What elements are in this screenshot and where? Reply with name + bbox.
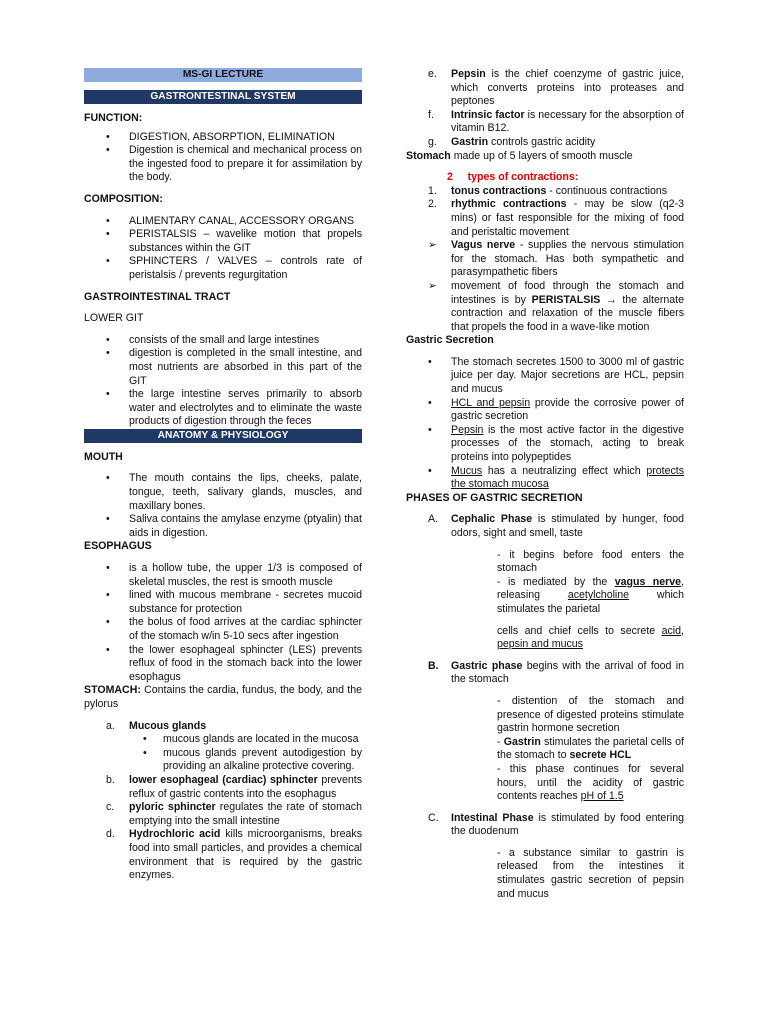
stomach-layers <box>406 150 684 164</box>
list-marker: B. <box>428 659 439 672</box>
list-item: • consists of the small and large intestines <box>84 334 362 348</box>
term-bold: Gastrin <box>503 735 541 748</box>
list-item: • the bolus of food arrives at the cardiac sphincter of the stomach w/in 5-10 secs after ingestion <box>84 616 362 643</box>
secretion-list <box>406 356 684 492</box>
term-text: begins with the arrival of food in the stomach <box>451 659 684 686</box>
term-text: regulates the rate of stomach emptying into the small intestine <box>129 801 362 827</box>
term-text: - continuous contractions <box>546 184 668 197</box>
term-text: is necessary for the absorption of vitamin B12. <box>451 108 684 135</box>
composition-heading: COMPOSITION: <box>84 192 163 205</box>
list-item: • mucous glands are located in the mucosa <box>129 733 362 747</box>
phase-intestinal-details <box>406 847 684 901</box>
list-item <box>406 465 684 492</box>
list-item <box>406 424 684 465</box>
term-text: - may be slow (q2-3 mins) or fast responsible for the mixing of food and peristaltic movement <box>451 198 684 238</box>
term-text: movement of food through the stomach and intestines is by <box>451 279 684 306</box>
list-marker: e. <box>428 68 437 80</box>
detail-line <box>497 736 684 763</box>
term-bold: Intrinsic factor <box>451 108 525 121</box>
list-item <box>406 109 684 136</box>
function-heading: FUNCTION: <box>84 112 143 124</box>
term-text: , releasing <box>497 575 684 602</box>
stomach-parts-list-continued <box>406 68 684 150</box>
list-item: • DIGESTION, ABSORPTION, ELIMINATION <box>84 131 362 145</box>
list-item <box>406 68 684 109</box>
list-item: • digestion is completed in the small intestine, and most nutrients are absorbed in this part of the GIT <box>84 347 362 388</box>
term-underlined: acetylcholine <box>567 589 630 602</box>
stomach-paragraph <box>84 684 362 711</box>
title-bar: MS-GI LECTURE <box>84 68 362 82</box>
list-marker: f. <box>428 108 434 121</box>
mucous-glands-title: Mucous glands <box>129 719 207 732</box>
phase-cephalic-details <box>406 549 684 652</box>
list-marker: C. <box>428 811 439 824</box>
left-column <box>84 68 362 883</box>
stomach-parts-list <box>84 720 362 883</box>
git-heading: GASTROINTESTINAL TRACT <box>84 290 231 303</box>
list-item: • mucous glands prevent autodigestion by providing an alkaline protective covering. <box>129 747 362 774</box>
list-item <box>84 774 362 801</box>
phase-cephalic <box>406 513 684 540</box>
list-marker: g. <box>428 135 437 148</box>
term-text: provide the corrosive power of gastric secretion <box>451 396 684 423</box>
term-underlined: pH of 1.5 <box>580 790 624 803</box>
term-text: which stimulates the parietal <box>497 589 684 615</box>
term-text: is stimulated by hunger, food odors, sight and smell, taste <box>451 513 684 539</box>
term-text: is the chief coenzyme of gastric juice, which converts proteins into proteases and peptones <box>451 68 684 108</box>
term-bold: rhythmic contractions <box>451 198 567 211</box>
term-text: - this phase continues for several hours, until the acidity of gastric contents reaches <box>497 762 684 803</box>
list-marker: b. <box>106 773 115 786</box>
mucous-glands-list <box>129 733 362 774</box>
detail-line <box>497 763 684 804</box>
detail-line: - distention of the stomach and presence of digested proteins stimulate gastrin hormone secretion <box>497 694 684 735</box>
term-text: - <box>497 735 504 748</box>
term-text: is the most active factor in the digestive processes of the stomach, acting to break proteins into polypeptides <box>451 423 684 464</box>
term-text: controls gastric acidity <box>488 135 596 148</box>
right-arrow-icon: → <box>600 293 623 306</box>
term-underlined: Mucus <box>451 464 483 477</box>
detail-line <box>497 625 684 652</box>
arrow-bullet-icon: ➢ <box>428 239 437 252</box>
list-item: • Digestion is chemical and mechanical process on the ingested food to prepare it for assimilation by the body. <box>84 144 362 185</box>
list-item: • SPHINCTERS / VALVES – controls rate of peristalsis / prevents regurgitation <box>84 255 362 282</box>
term-bold: tonus contractions <box>451 184 547 197</box>
term-bold: Gastric phase <box>451 659 523 672</box>
contractions-list <box>406 185 684 335</box>
phase-gastric <box>406 660 684 687</box>
list-marker: c. <box>106 801 115 814</box>
stomach-label: STOMACH: <box>84 684 141 697</box>
term-bold: Gastrin <box>451 135 489 148</box>
list-item <box>406 198 684 239</box>
term-bold: lower esophageal (cardiac) sphincter <box>129 773 318 786</box>
mouth-heading: MOUTH <box>84 450 123 463</box>
right-column <box>406 68 684 901</box>
subtitle-bar: GASTRONTESTINAL SYSTEM <box>84 90 362 104</box>
term-bold: Hydrochloric acid <box>129 828 221 841</box>
detail-line: - a substance similar to gastrin is released from the intestines it stimulates gastric secretion of pepsin and mucus <box>497 846 684 900</box>
list-item <box>84 828 362 882</box>
list-marker: a. <box>106 719 115 732</box>
term-bold: Pepsin <box>451 68 486 80</box>
detail-line: - it begins before food enters the stomach <box>497 548 684 575</box>
esophagus-heading: ESOPHAGUS <box>84 540 152 553</box>
list-item <box>84 801 362 828</box>
term-text: stimulates the parietal cells of the stomach to <box>497 735 684 762</box>
list-item <box>406 185 684 199</box>
git-list <box>84 334 362 429</box>
term-text: has a neutralizing effect which <box>482 464 647 477</box>
list-item <box>406 239 684 280</box>
list-item: • ALIMENTARY CANAL, ACCESSORY ORGANS <box>84 215 362 229</box>
term-text: cells and chief cells to secrete <box>497 624 662 637</box>
term-bold: Stomach <box>406 149 451 162</box>
term-underlined: acid, pepsin and mucus <box>497 624 684 651</box>
term-text: kills microorganisms, breaks food into small particles, and provides a chemical environment that is required by the gastric enzymes. <box>129 828 362 882</box>
list-item: • lined with mucous membrane - secretes mucoid substance for protection <box>84 589 362 616</box>
term-bold: PERISTALSIS <box>531 293 601 306</box>
list-marker: 1. <box>428 184 437 197</box>
phase-gastric-details <box>406 695 684 804</box>
term-bold: Vagus nerve <box>451 239 516 252</box>
phase-intestinal <box>406 812 684 839</box>
anatomy-physiology-bar: ANATOMY & PHYSIOLOGY <box>84 429 362 443</box>
list-item <box>406 280 684 334</box>
list-item <box>84 720 362 774</box>
term-text: - is mediated by the <box>497 575 615 588</box>
term-bold: vagus nerve <box>614 575 682 588</box>
term-text: is stimulated by food entering the duodenum <box>451 811 684 838</box>
term-text: made up of 5 layers of smooth muscle <box>450 149 633 162</box>
phases-heading: PHASES OF GASTRIC SECRETION <box>406 491 583 504</box>
lower-git-heading: LOWER GIT <box>84 312 144 325</box>
contractions-heading: 2 types of contractions: <box>447 171 579 184</box>
list-marker: A. <box>428 513 439 526</box>
term-bold: Intestinal Phase <box>451 811 534 824</box>
term-underlined: protects the stomach mucosa <box>451 464 684 491</box>
arrow-bullet-icon: ➢ <box>428 279 437 292</box>
term-underlined: HCL and pepsin <box>451 396 531 409</box>
term-underlined: Pepsin <box>451 423 484 436</box>
term-text: - supplies the nervous stimulation for the stomach. Has both sympathetic and parasympathetic fibers <box>451 239 684 279</box>
list-marker: d. <box>106 828 115 841</box>
list-item: • Saliva contains the amylase enzyme (ptyalin) that aids in digestion. <box>84 513 362 540</box>
term-bold: secrete HCL <box>569 749 632 762</box>
term-bold: Cephalic Phase <box>451 513 533 526</box>
term-text: the alternate contraction and relaxation of the muscle fibers that propels the food in a wave-like motion <box>451 293 684 333</box>
list-item: • is a hollow tube, the upper 1/3 is composed of skeletal muscles, the rest is smooth muscle <box>84 562 362 589</box>
list-item: • The stomach secretes 1500 to 3000 ml of gastric juice per day. Major secretions are HCL, pepsin and mucus <box>406 356 684 397</box>
gastric-secretion-heading: Gastric Secretion <box>406 334 494 347</box>
list-item <box>406 397 684 424</box>
list-item: • PERISTALSIS – wavelike motion that propels substances within the GIT <box>84 228 362 255</box>
detail-line <box>497 576 684 617</box>
function-list <box>84 131 362 185</box>
list-item: • The mouth contains the lips, cheeks, palate, tongue, teeth, salivary glands, muscles, and maxillary bones. <box>84 472 362 513</box>
mouth-list <box>84 472 362 540</box>
list-item: • the large intestine serves primarily to absorb water and electrolytes and to eliminate the waste products of digestion through the feces <box>84 388 362 429</box>
list-item: • the lower esophageal sphincter (LES) prevents reflux of food in the stomach back into the lower esophagus <box>84 644 362 685</box>
list-marker: 2. <box>428 198 437 211</box>
term-text: prevents reflux of gastric contents into the esophagus <box>129 773 362 800</box>
esophagus-list <box>84 562 362 684</box>
composition-list <box>84 215 362 283</box>
list-item <box>406 136 684 150</box>
stomach-text: Contains the cardia, fundus, the body, and the pylorus <box>84 684 362 710</box>
term-bold: pyloric sphincter <box>129 801 216 814</box>
